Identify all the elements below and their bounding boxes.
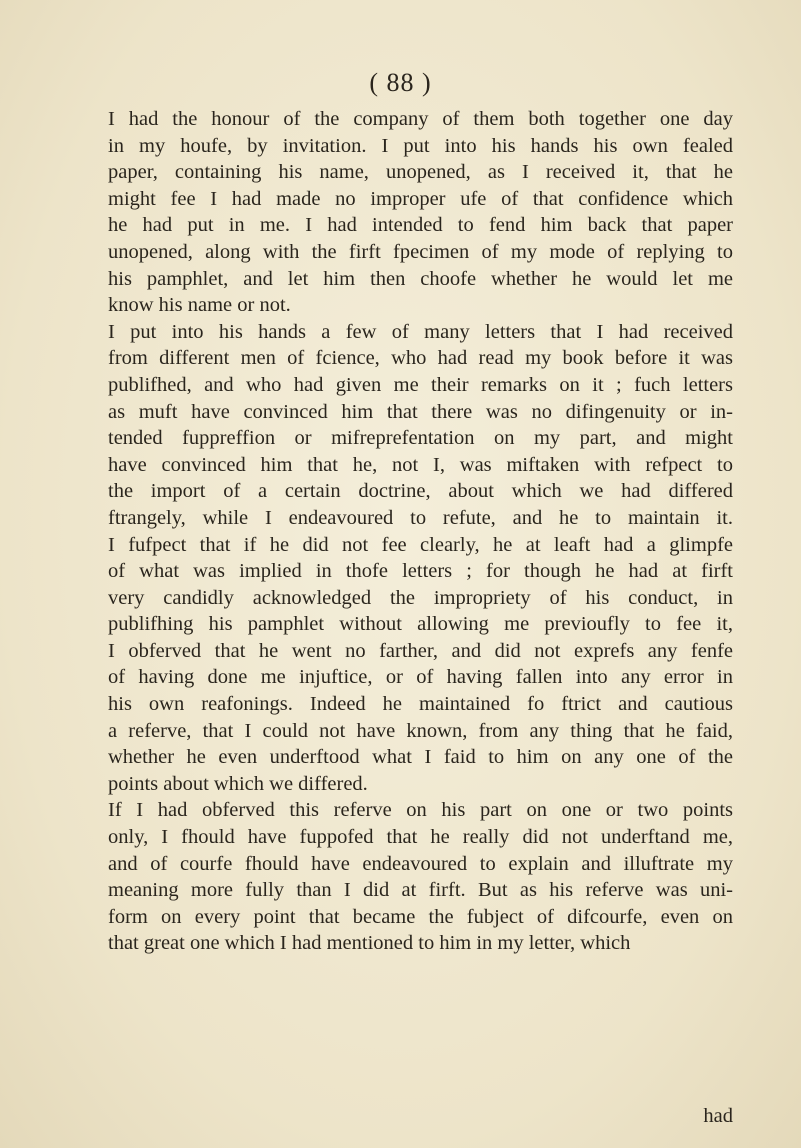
text-line: I had the honour of the company of them both together one day [108, 108, 733, 130]
text-line: very candidly acknowledged the impropriety of his conduct, in [108, 586, 733, 609]
text-line: of having done me injuftice, or of having fallen into any error in [108, 666, 733, 689]
text-line: his pamphlet, and let him then choofe whether he would let me [108, 267, 733, 290]
paragraph [108, 319, 733, 798]
text-line: tended fuppreffion or mifreprefentation on my part, and might [108, 427, 733, 450]
text-line: from different men of fcience, who had read my book before it was [108, 347, 733, 370]
text-line: ftrangely, while I endeavoured to refute, and he to maintain it. [108, 506, 733, 529]
text-line: meaning more fully than I did at firft. But as his referve was uni- [108, 879, 733, 902]
text-line: his own reafonings. Indeed he maintained fo ftrict and cautious [108, 693, 733, 716]
text-line: a referve, that I could not have known, from any thing that he faid, [108, 719, 733, 742]
text-line: that great one which I had mentioned to him in my letter, which [108, 932, 631, 955]
text-line: of what was implied in thofe letters ; for though he had at firft [108, 560, 733, 583]
text-line: If I had obferved this referve on his part on one or two points [108, 799, 733, 822]
text-line: might fee I had made no improper ufe of that confidence which [108, 187, 733, 210]
text-line: publifhing his pamphlet without allowing me previoufly to fee it, [108, 613, 733, 636]
text-line: form on every point that became the fubject of difcourfe, even on [108, 905, 733, 928]
text-line: whether he even underftood what I faid to him on any one of the [108, 746, 733, 769]
text-line: only, I fhould have fuppofed that he really did not underftand me, [108, 826, 733, 849]
text-line: I fufpect that if he did not fee clearly, he at leaft had a glimpfe [108, 533, 733, 556]
text-line: and of courfe fhould have endeavoured to explain and illuftrate my [108, 852, 733, 875]
page-number: ( 88 ) [369, 68, 432, 97]
paragraph [108, 797, 733, 957]
text-line: points about which we differed. [108, 772, 368, 795]
text-line: I put into his hands a few of many letters that I had received [108, 320, 733, 343]
body-text [108, 106, 733, 957]
text-line: in my houfe, by invitation. I put into his hands his own fealed [108, 134, 733, 157]
text-line: paper, containing his name, unopened, as I received it, that he [108, 161, 733, 184]
text-line: as muft have convinced him that there was no difingenuity or in- [108, 400, 733, 423]
text-line: have convinced him that he, not I, was miftaken with refpect to [108, 453, 733, 476]
catchword: had [703, 1105, 733, 1127]
text-line: the import of a certain doctrine, about which we had differed [108, 480, 733, 503]
text-line: know his name or not. [108, 294, 291, 317]
text-line: I obferved that he went no farther, and did not exprefs any fenfe [108, 639, 733, 662]
text-line: publifhed, and who had given me their remarks on it ; fuch letters [108, 373, 733, 396]
text-line: he had put in me. I had intended to fend him back that paper [108, 214, 733, 237]
paragraph [108, 106, 733, 319]
text-line: unopened, along with the firft fpecimen of my mode of replying to [108, 240, 733, 263]
